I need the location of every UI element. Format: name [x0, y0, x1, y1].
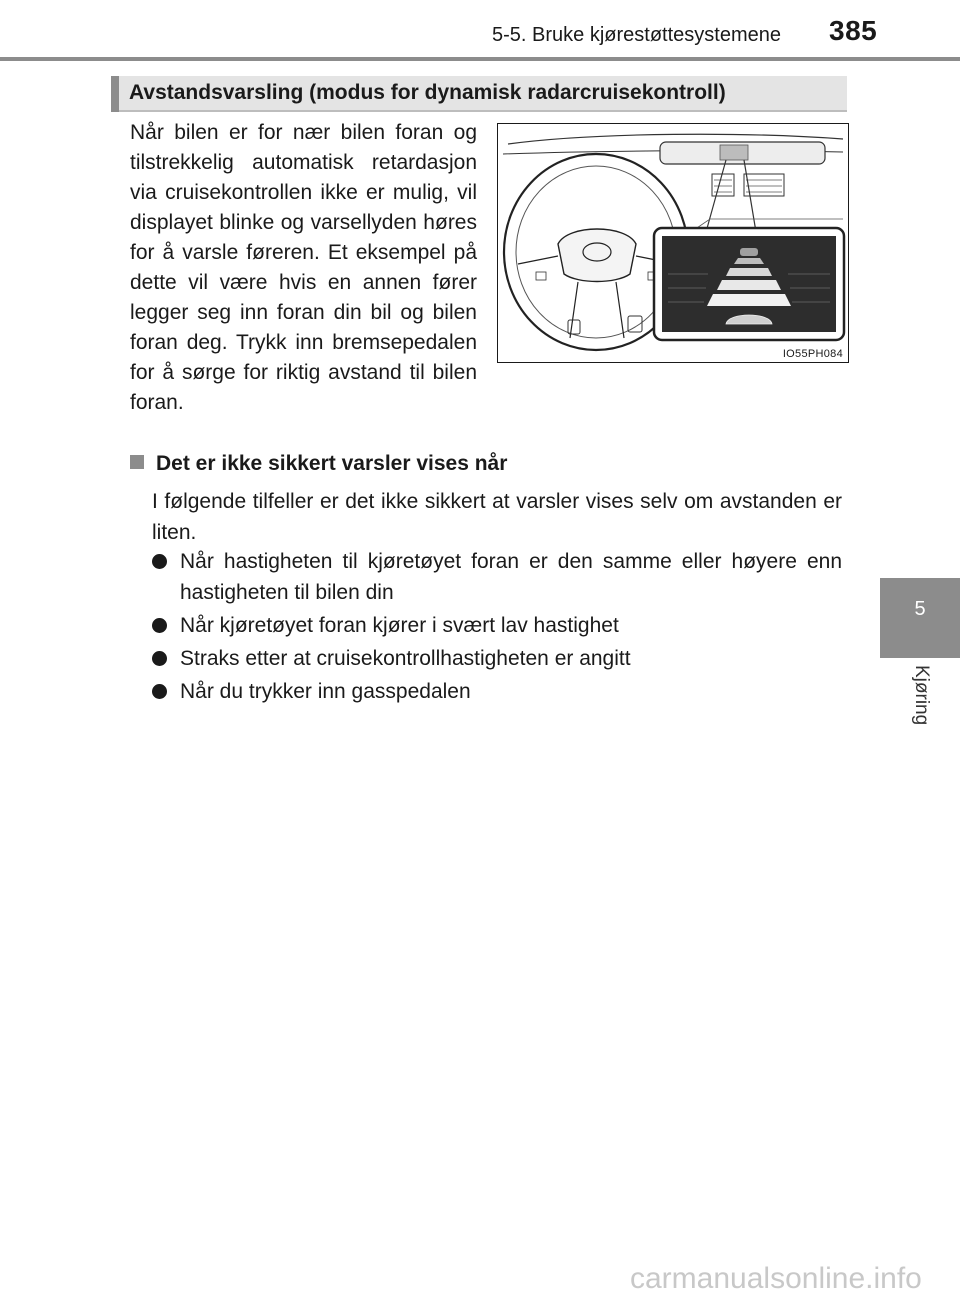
header-section-title: 5-5. Bruke kjørestøttesystemene	[492, 24, 781, 46]
figure-dashboard-illustration	[497, 123, 849, 363]
dashboard-distance-warning-illustration	[498, 124, 848, 362]
pedal-left	[568, 320, 580, 334]
lead-vehicle-icon	[740, 248, 758, 256]
subsection-heading-text: Det er ikke sikkert varsler vises når	[156, 452, 508, 475]
section-heading-bar	[111, 76, 847, 112]
square-bullet-icon	[130, 455, 144, 469]
intro-paragraph: Når bilen er for nær bilen foran og tilstrekkelig automatisk retardasjon via cruisekontrollen ikke er mulig, vil displayet blinke og varsellyden høres for å varsle føreren. Et eksempel på dette vil være hvis en annen fører legger seg inn foran din bil og bilen foran deg. Trykk inn bremsepedalen for å sørge for riktig avstand til bilen foran.	[130, 121, 477, 414]
page-number: 385	[829, 15, 878, 46]
list-item	[152, 676, 842, 707]
distance-bar-4	[707, 294, 791, 306]
section-title: Avstandsvarsling (modus for dynamisk radarcruisekontroll)	[129, 81, 726, 104]
steering-wheel-hub	[558, 229, 636, 282]
chapter-label-text: Kjøring	[911, 665, 932, 726]
chapter-label	[880, 660, 960, 770]
subsection-body: I følgende tilfeller er det ikke sikkert at varsler vises selv om avstanden er liten.	[152, 490, 842, 544]
vent-left	[712, 174, 734, 196]
bullet-text: Når du trykker inn gasspedalen	[180, 680, 471, 703]
bullet-list	[152, 546, 842, 709]
bullet-text: Når hastigheten til kjøretøyet foran er den samme eller høyere enn hastigheten til bilen din	[180, 550, 842, 604]
distance-bar-1	[734, 258, 764, 264]
bullet-dot-icon	[152, 684, 167, 699]
bullet-text: Straks etter at cruisekontrollhastigheten er angitt	[180, 647, 631, 670]
bullet-dot-icon	[152, 554, 167, 569]
list-item	[152, 643, 842, 674]
header-rule	[0, 57, 960, 61]
chapter-tab	[880, 578, 960, 658]
bullet-dot-icon	[152, 618, 167, 633]
top-display-window	[720, 145, 748, 160]
list-item	[152, 610, 842, 641]
list-item	[152, 546, 842, 608]
distance-bar-3	[717, 280, 781, 290]
figure-code: IO55PH084	[782, 348, 843, 360]
bullet-dot-icon	[152, 651, 167, 666]
watermark-text: carmanualsonline.info	[630, 1262, 922, 1295]
distance-bar-2	[726, 268, 772, 276]
subsection-heading	[130, 452, 507, 476]
chapter-tab-number: 5	[914, 598, 926, 620]
bullet-text: Når kjøretøyet foran kjører i svært lav hastighet	[180, 614, 619, 637]
